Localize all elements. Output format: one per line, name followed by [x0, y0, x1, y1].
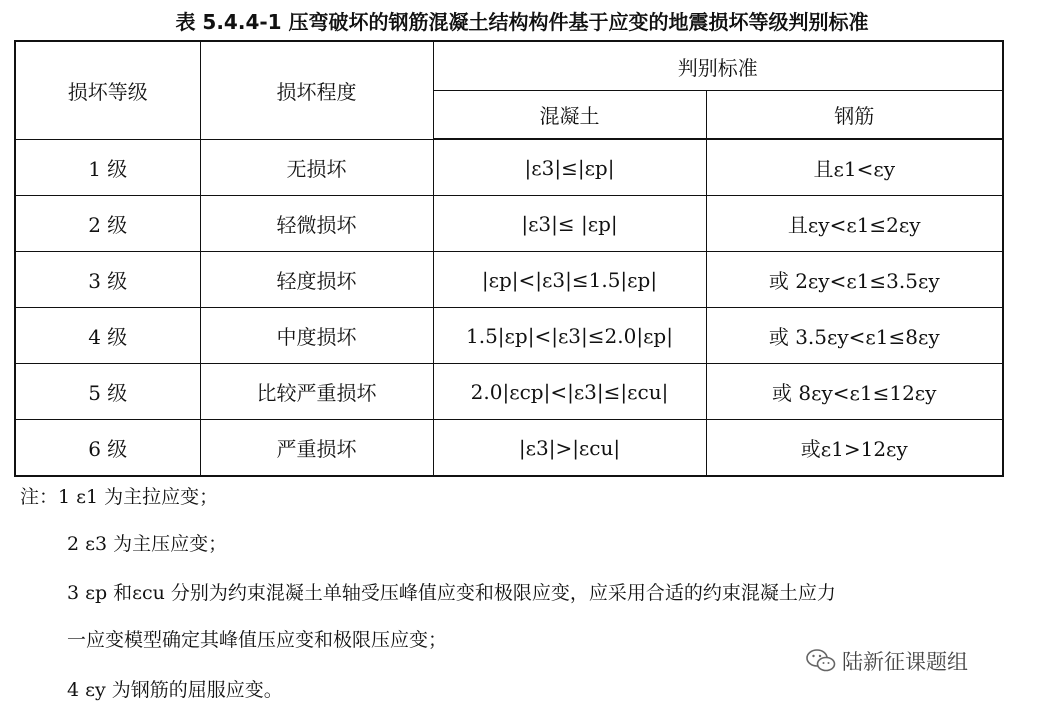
table-row: [15, 364, 1003, 420]
note-3: 3 εp 和εcu 分别为约束混凝土单轴受压峰值应变和极限应变，应采用合适的约束混凝土应力: [67, 582, 836, 604]
cell-concrete: |ε3|>|εcu|: [433, 420, 706, 477]
table-row: [15, 196, 1003, 252]
cell-degree: 无损坏: [200, 139, 433, 196]
cell-steel: 且εy<ε1≤2εy: [706, 196, 1003, 252]
note-3-continued: 一应变模型确定其峰值压应变和极限压应变；: [67, 629, 448, 651]
note-4: 4 εy 为钢筋的屈服应变。: [67, 679, 283, 701]
cell-level: 1 级: [15, 139, 200, 196]
header-row-1: [15, 41, 1003, 91]
cell-concrete: 2.0|εcp|<|ε3|≤|εcu|: [433, 364, 706, 420]
cell-level: 6 级: [15, 420, 200, 477]
header-level: 损坏等级: [15, 41, 200, 139]
table-title: 表 5.4.4-1 压弯破坏的钢筋混凝土结构构件基于应变的地震损坏等级判别标准: [175, 10, 869, 34]
cell-degree: 比较严重损坏: [200, 364, 433, 420]
header-criteria: 判别标准: [433, 41, 1003, 91]
cell-degree: 中度损坏: [200, 308, 433, 364]
cell-concrete: |ε3|≤|εp|: [433, 139, 706, 196]
cell-degree: 轻微损坏: [200, 196, 433, 252]
table-row: [15, 308, 1003, 364]
cell-steel: 或ε1>12εy: [706, 420, 1003, 477]
header-steel: 钢筋: [706, 91, 1003, 140]
note-2: 2 ε3 为主压应变；: [67, 533, 228, 555]
cell-level: 5 级: [15, 364, 200, 420]
watermark: [806, 646, 968, 676]
cell-steel: 且ε1<εy: [706, 139, 1003, 196]
note-1: 注：1 ε1 为主拉应变；: [20, 486, 219, 508]
wechat-icon: [806, 648, 836, 674]
header-degree: 损坏程度: [200, 41, 433, 139]
table-row: [15, 252, 1003, 308]
watermark-text: 陆新征课题组: [842, 650, 968, 674]
cell-concrete: |ε3|≤ |εp|: [433, 196, 706, 252]
cell-degree: 严重损坏: [200, 420, 433, 477]
cell-steel: 或 8εy<ε1≤12εy: [706, 364, 1003, 420]
cell-concrete: |εp|<|ε3|≤1.5|εp|: [433, 252, 706, 308]
cell-degree: 轻度损坏: [200, 252, 433, 308]
table-row: [15, 139, 1003, 196]
cell-steel: 或 2εy<ε1≤3.5εy: [706, 252, 1003, 308]
cell-level: 2 级: [15, 196, 200, 252]
damage-level-table: [14, 40, 1004, 477]
table-row: [15, 420, 1003, 477]
cell-concrete: 1.5|εp|<|ε3|≤2.0|εp|: [433, 308, 706, 364]
table-body: [15, 139, 1003, 476]
header-concrete: 混凝土: [433, 91, 706, 140]
cell-level: 3 级: [15, 252, 200, 308]
cell-steel: 或 3.5εy<ε1≤8εy: [706, 308, 1003, 364]
cell-level: 4 级: [15, 308, 200, 364]
